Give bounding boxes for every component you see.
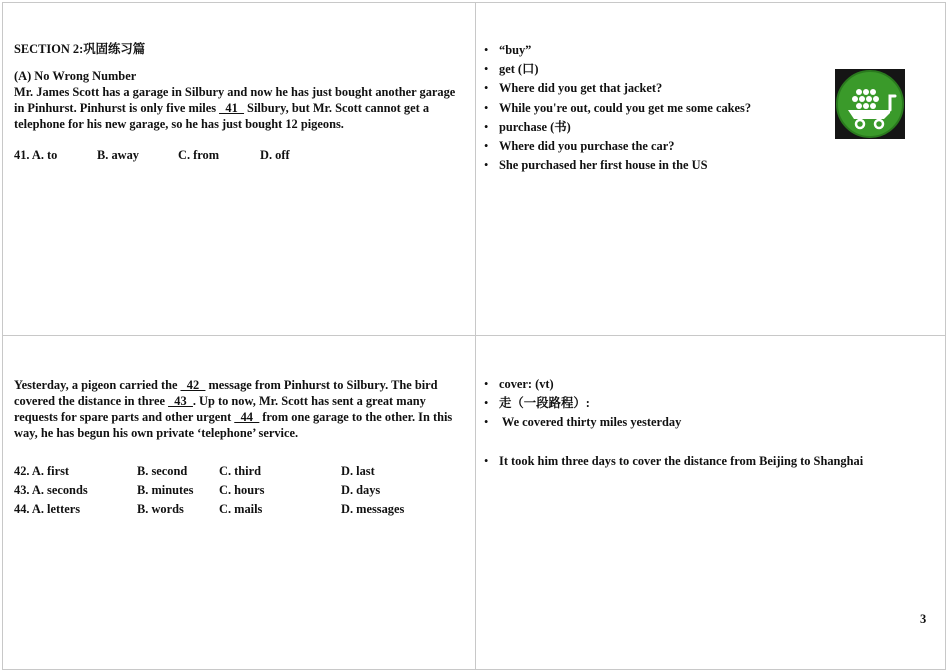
q43-option-a: 43. A. seconds [14, 483, 88, 497]
page-number: 3 [920, 612, 927, 626]
passage-a-heading: (A) No Wrong Number [14, 69, 137, 83]
passage-a-paragraph [14, 84, 459, 132]
vocab-item: • “buy” [484, 41, 751, 60]
q41-option-c: C. from [178, 148, 220, 162]
q41-option-d: D. off [260, 148, 290, 162]
q44-option-d: D. messages [341, 502, 405, 516]
vocab-item: • Where did you get that jacket? [484, 79, 751, 98]
q43-option-b: B. minutes [137, 483, 194, 497]
passage-a-text-2: Silbury, but Mr. Scott cannot get a telephone for his new garage, so he has just bought 12 pigeons. [14, 101, 430, 131]
panel-vocab-cover [475, 335, 946, 670]
panel-passage-a [2, 2, 476, 336]
vocab-item: • It took him three days to cover the distance from Beijing to Shanghai [484, 452, 863, 471]
vocab-list-bottom [484, 375, 681, 433]
q41-option-a: 41. A. to [14, 148, 58, 162]
passage-b-paragraph [14, 377, 459, 441]
panel-vocab-buy [475, 2, 946, 336]
q42-option-b: B. second [137, 464, 188, 478]
q42-option-d: D. last [341, 464, 375, 478]
section-title: SECTION 2:巩固练习篇 [14, 42, 146, 56]
blank-41: _41_ [219, 101, 244, 115]
vocab-item: • We covered thirty miles yesterday [484, 413, 681, 432]
passage-a-text-1: Mr. James Scott has a garage in Silbury and now he has just bought another garage in Pinhurst. Pinhurst is only five miles [14, 85, 456, 115]
blank-42: _42_ [180, 378, 206, 392]
q44-option-a: 44. A. letters [14, 502, 81, 516]
passage-b-text-1: Yesterday, a pigeon carried the [14, 378, 181, 392]
q43-option-c: C. hours [219, 483, 265, 497]
panel-passage-b [2, 335, 476, 670]
passage-b-text-3: . Up to now, Mr. Scott has sent a great many requests for spare parts and other urgent [14, 394, 426, 424]
passage-b-text-4: from one garage to the other. In this way, he has begun his own private ‘telephone’ service. [14, 410, 453, 440]
q44-option-c: C. mails [219, 502, 263, 516]
blank-43: _43_ [168, 394, 193, 408]
q43-option-d: D. days [341, 483, 381, 497]
vocab-item: • purchase (书) [484, 118, 751, 137]
q41-option-b: B. away [97, 148, 139, 162]
vocab-item: • She purchased her first house in the US [484, 156, 751, 175]
shopping-cart-icon [835, 69, 905, 139]
vocab-list-top [484, 41, 751, 175]
vocab-item: • get (口) [484, 60, 751, 79]
passage-b-text-2: message from Pinhurst to Silbury. The bird covered the distance in three [14, 378, 438, 408]
vocab-item: • While you're out, could you get me some cakes? [484, 99, 751, 118]
vocab-item: • cover: (vt) [484, 375, 681, 394]
q42-option-a: 42. A. first [14, 464, 70, 478]
vocab-item: • 走（一段路程）: [484, 394, 681, 413]
q42-option-c: C. third [219, 464, 261, 478]
q44-option-b: B. words [137, 502, 184, 516]
blank-44: _44_ [234, 410, 260, 424]
vocab-list-bottom-extra [484, 452, 863, 471]
vocab-item: • Where did you purchase the car? [484, 137, 751, 156]
